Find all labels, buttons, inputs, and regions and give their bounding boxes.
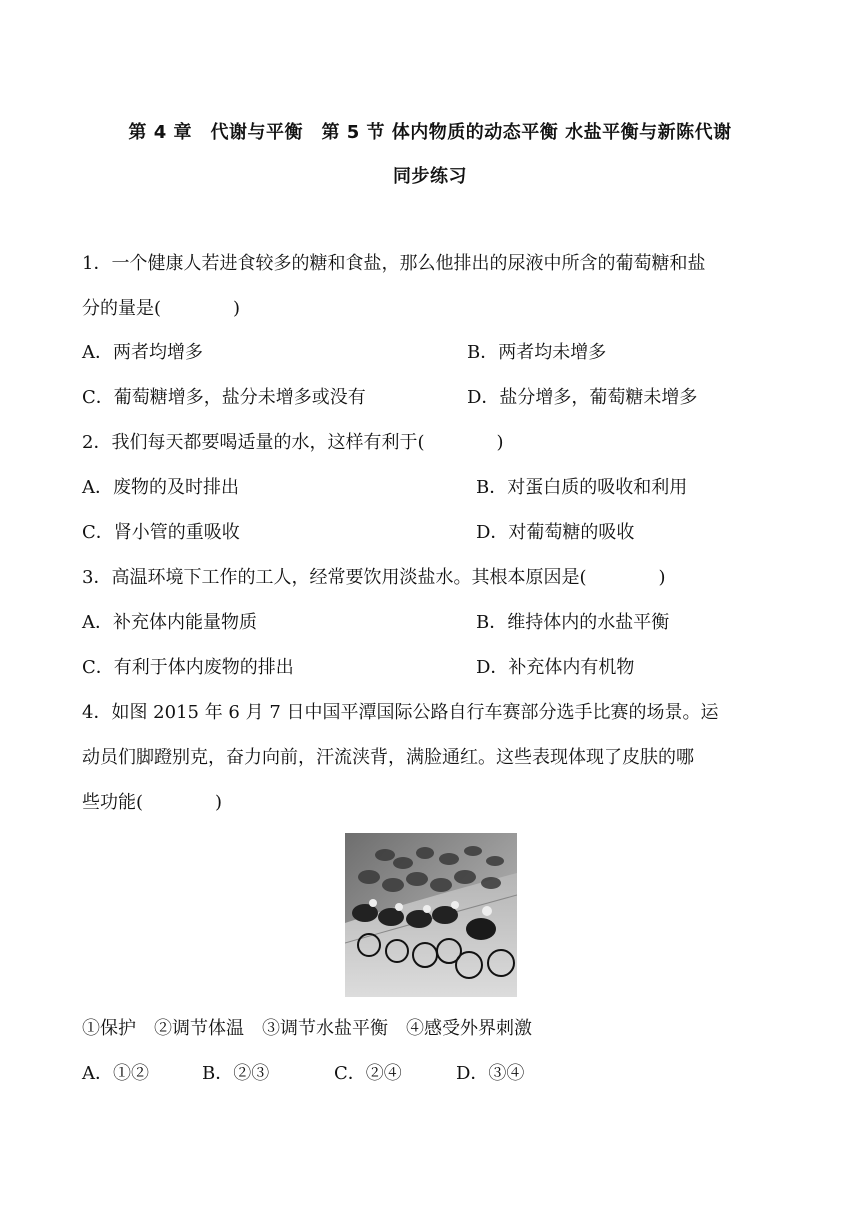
question-3-option-c: C．有利于体内废物的排出 (82, 657, 294, 678)
question-3-option-d: D．补充体内有机物 (476, 657, 635, 678)
question-2-option-d: D．对葡萄糖的吸收 (476, 522, 635, 543)
question-1-option-c: C．葡萄糖增多，盐分未增多或没有 (82, 387, 366, 408)
question-1-stem-line-2: 分的量是( ) (82, 298, 241, 319)
question-4-option-b: B．②③ (202, 1063, 270, 1084)
question-4-statements: ①保护 ②调节体温 ③调节水盐平衡 ④感受外界刺激 (82, 1018, 532, 1039)
question-4-stem-line-2: 动员们脚蹬别克，奋力向前，汗流浃背，满脸通红。这些表现体现了皮肤的哪 (82, 747, 694, 768)
question-4-stem-line-1: 4．如图 2015 年 6 月 7 日中国平潭国际公路自行车赛部分选手比赛的场景。运 (82, 702, 719, 723)
question-4-option-d: D．③④ (456, 1063, 525, 1084)
question-3-option-a: A．补充体内能量物质 (82, 612, 257, 633)
question-4-options-row (82, 1062, 782, 1086)
question-2-option-b: B．对蛋白质的吸收和利用 (476, 477, 688, 498)
question-4-option-c: C．②④ (334, 1063, 402, 1084)
cyclists-photo (345, 833, 517, 997)
question-1-option-b: B．两者均未增多 (467, 342, 607, 363)
page-title-line-2: 同步练习 (393, 166, 467, 187)
question-2-option-a: A．废物的及时排出 (82, 477, 239, 498)
question-1-option-d: D．盐分增多，葡萄糖未增多 (467, 387, 698, 408)
question-4-stem-line-3: 些功能( ) (82, 792, 223, 813)
question-4-option-a: A．①② (82, 1063, 149, 1084)
page-title-line-1: 第 4 章 代谢与平衡 第 5 节 体内物质的动态平衡 水盐平衡与新陈代谢 (128, 122, 732, 143)
question-2-stem: 2．我们每天都要喝适量的水，这样有利于( ) (82, 432, 504, 453)
question-1-stem-line-1: 1．一个健康人若进食较多的糖和食盐，那么他排出的尿液中所含的葡萄糖和盐 (82, 253, 706, 274)
question-1-option-a: A．两者均增多 (82, 342, 203, 363)
question-3-stem: 3．高温环境下工作的工人，经常要饮用淡盐水。其根本原因是( ) (82, 567, 666, 588)
question-3-option-b: B．维持体内的水盐平衡 (476, 612, 670, 633)
question-2-option-c: C．肾小管的重吸收 (82, 522, 240, 543)
